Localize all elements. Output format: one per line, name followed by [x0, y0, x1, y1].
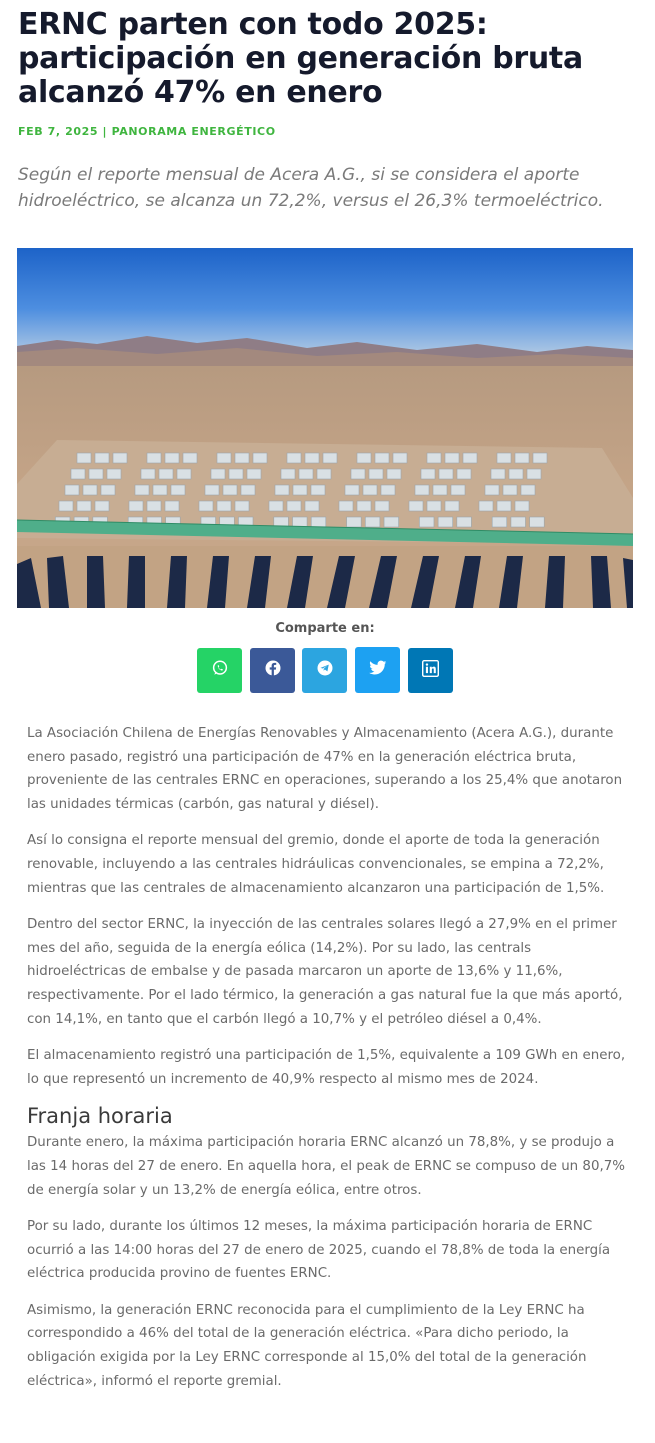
share-label: Comparte en:	[275, 621, 375, 636]
share-twitter-button[interactable]	[355, 647, 400, 693]
article-lead: Según el reporte mensual de Acera A.G., si se considera el aporte hidroeléctrico, se alcanza un 72,2%, versus el 26,3% termoeléctrico.	[18, 165, 604, 211]
facebook-icon	[264, 659, 282, 682]
paragraph: El almacenamiento registró una participación de 1,5%, equivalente a 109 GWh en enero, lo que representó un incremento de 40,9% respecto al mismo mes de 2024.	[27, 1048, 626, 1087]
paragraph: Por su lado, durante los últimos 12 meses, la máxima participación horaria de ERNC ocurrió a las 14:00 horas del 27 de enero de 2025, cuando el 78,8% de toda la energía eléctrica producida provino de fuentes ERNC.	[27, 1219, 611, 1282]
section-heading: Franja horaria	[27, 1104, 173, 1129]
linkedin-icon	[422, 660, 439, 682]
article-body	[27, 722, 627, 1393]
paragraph: Así lo consigna el reporte mensual del gremio, donde el aporte de toda la generación renovable, incluyendo a las centrales hidráulicas convencionales, se empina a 72,2%, mientras que las centrales de almacenamiento alcanzaron una participación de 1,5%.	[27, 833, 605, 896]
twitter-icon	[369, 660, 387, 681]
share-facebook-button[interactable]	[250, 648, 295, 693]
article-title: ERNC parten con todo 2025: participación en generación bruta alcanzó 47% en enero	[18, 7, 583, 110]
telegram-icon	[316, 659, 334, 682]
paragraph: Dentro del sector ERNC, la inyección de las centrales solares llegó a 27,9% en el primer mes del año, seguida de la energía eólica (14,2%). Por su lado, las centrals hidroeléctricas de embalse y de pasada marcaron un aporte de 13,6% y 11,6%, respectivamente. Por el lado térmico, la generación a gas natural fue la que más aportó, con 14,1%, en tanto que el carbón llegó a 10,7% y el petróleo diésel a 0,4%.	[27, 917, 623, 1027]
paragraph: La Asociación Chilena de Energías Renovables y Almacenamiento (Acera A.G.), durante enero pasado, registró una participación de 47% en la generación eléctrica bruta, proveniente de las centrales ERNC en operaciones, superando a los 25,4% que anotaron las unidades térmicas (carbón, gas natural y diésel).	[27, 726, 623, 812]
share-linkedin-button[interactable]	[408, 648, 453, 693]
share-telegram-button[interactable]	[302, 648, 347, 693]
hero-image	[17, 248, 633, 608]
article-meta: FEB 7, 2025 | PANORAMA ENERGÉTICO	[18, 125, 276, 138]
paragraph: Asimismo, la generación ERNC reconocida para el cumplimiento de la Ley ERNC ha correspondido a 46% del total de la generación eléctrica. «Para dicho periodo, la obligación exigida por la Ley ERNC corresponde al 15,0% del total de la generación eléctrica», informó el reporte gremial.	[27, 1302, 587, 1389]
whatsapp-icon	[211, 659, 229, 682]
share-whatsapp-button[interactable]	[197, 648, 242, 693]
paragraph: Durante enero, la máxima participación horaria ERNC alcanzó un 78,8%, y se produjo a las 14 horas del 27 de enero. En aquella hora, el peak de ERNC se compuso de un 80,7% de energía solar y un 13,2% de energía eólica, entre otros.	[27, 1135, 625, 1198]
